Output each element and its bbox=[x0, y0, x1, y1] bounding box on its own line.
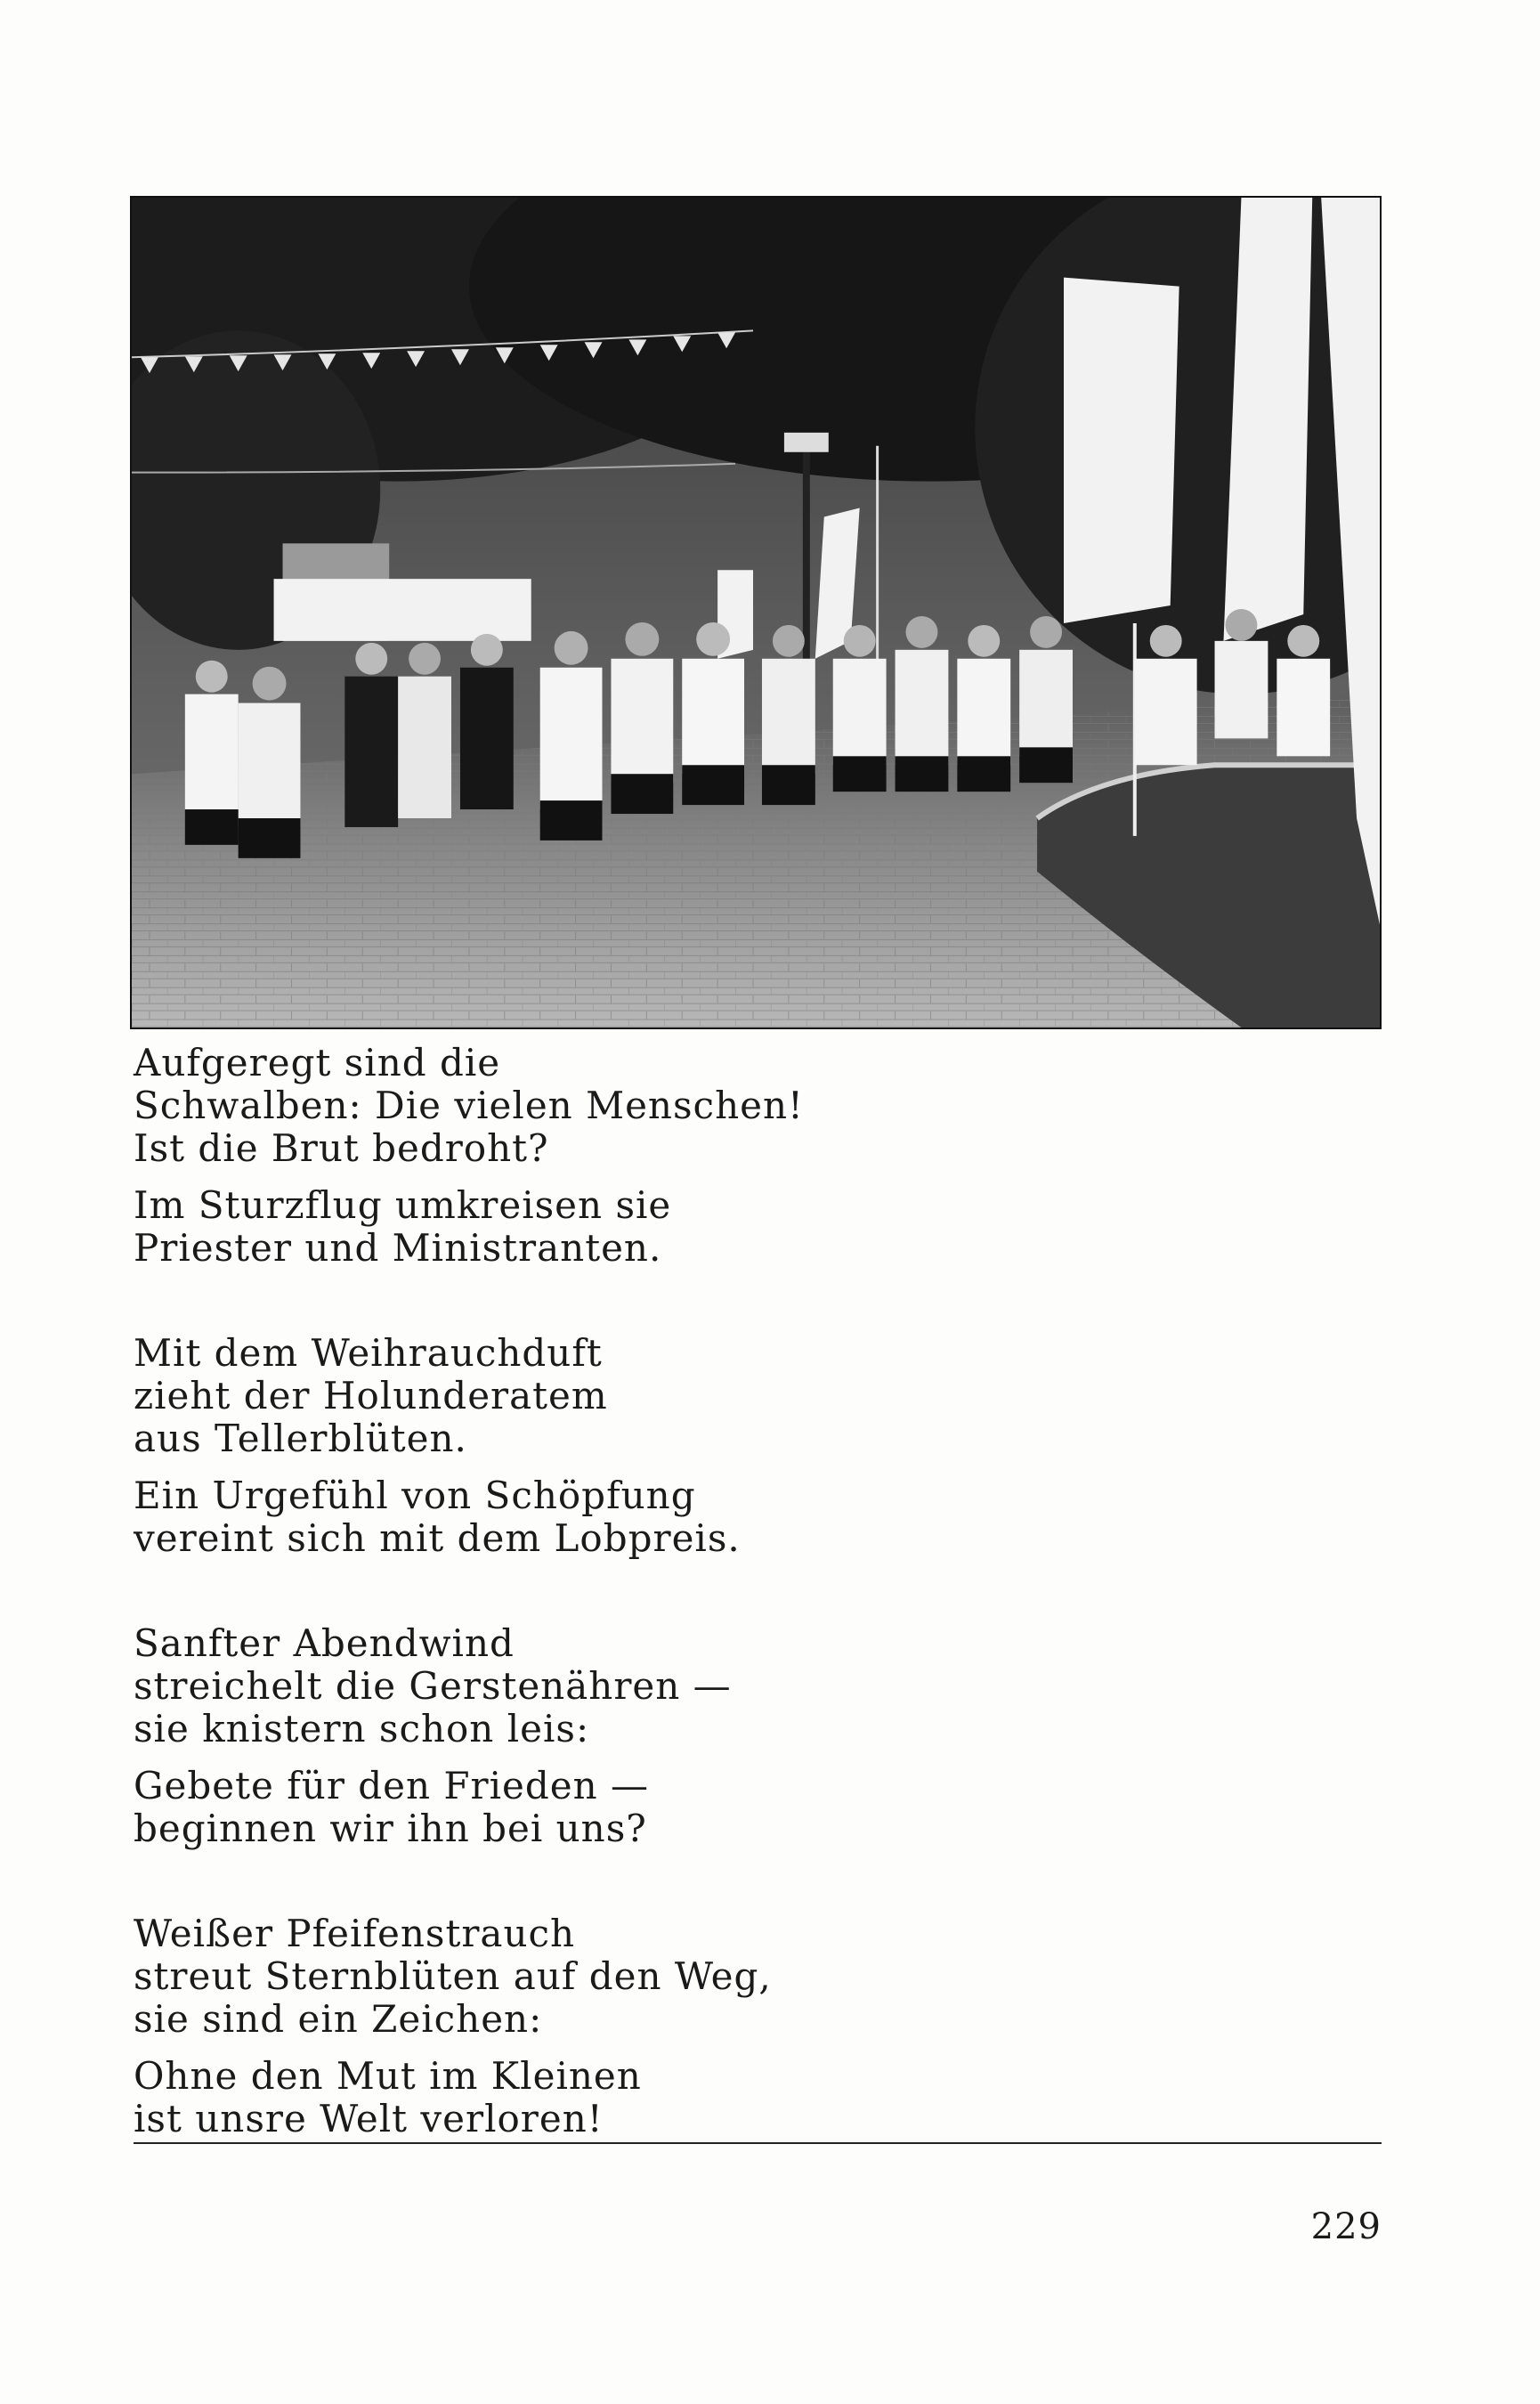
procession-photo-image bbox=[132, 198, 1380, 1027]
stanza-gap bbox=[134, 1560, 1291, 1622]
poem-line: Schwalben: Die vielen Menschen! bbox=[134, 1084, 804, 1127]
stanza bbox=[134, 1042, 1291, 1270]
poem-line: sie knistern schon leis: bbox=[134, 1707, 590, 1750]
poem-line: Priester und Ministranten. bbox=[134, 1226, 662, 1270]
stanza bbox=[134, 1622, 1291, 1850]
stanza bbox=[134, 1332, 1291, 1560]
poem-line: Ist die Brut bedroht? bbox=[134, 1126, 549, 1170]
stanza-gap bbox=[134, 1850, 1291, 1913]
part-gap bbox=[134, 1460, 1291, 1474]
poem-line: Sanfter Abendwind bbox=[134, 1621, 515, 1665]
poem-line: Gebete für den Frieden — bbox=[134, 1764, 650, 1807]
poem-line: beginnen wir ihn bei uns? bbox=[134, 1807, 647, 1850]
poem-line: sie sind ein Zeichen: bbox=[134, 1997, 543, 2041]
poem-line: vereint sich mit dem Lobpreis. bbox=[134, 1516, 741, 1560]
stanza-gap bbox=[134, 1270, 1291, 1332]
poem-line: streut Sternblüten auf den Weg, bbox=[134, 1954, 772, 1998]
part-gap bbox=[134, 1170, 1291, 1184]
poem-line: aus Tellerblüten. bbox=[134, 1417, 467, 1460]
procession-photo bbox=[130, 196, 1382, 1029]
footer-rule bbox=[134, 2142, 1382, 2144]
poem bbox=[134, 1042, 1291, 2140]
poem-line: zieht der Holunderatem bbox=[134, 1374, 608, 1417]
poem-line: Aufgeregt sind die bbox=[134, 1041, 501, 1084]
poem-line: ist unsre Welt verloren! bbox=[134, 2097, 604, 2140]
poem-line: Weißer Pfeifenstrauch bbox=[134, 1912, 576, 1955]
poem-line: Im Sturzflug umkreisen sie bbox=[134, 1183, 672, 1227]
part-gap bbox=[134, 2041, 1291, 2055]
stanza bbox=[134, 1913, 1291, 2140]
poem-line: Mit dem Weihrauchduft bbox=[134, 1331, 603, 1375]
poem-line: Ohne den Mut im Kleinen bbox=[134, 2054, 642, 2098]
poem-line: streichelt die Gerstenähren — bbox=[134, 1664, 732, 1708]
poem-line: Ein Urgefühl von Schöpfung bbox=[134, 1474, 696, 1517]
page-number: 229 bbox=[1310, 2206, 1382, 2247]
part-gap bbox=[134, 1750, 1291, 1765]
